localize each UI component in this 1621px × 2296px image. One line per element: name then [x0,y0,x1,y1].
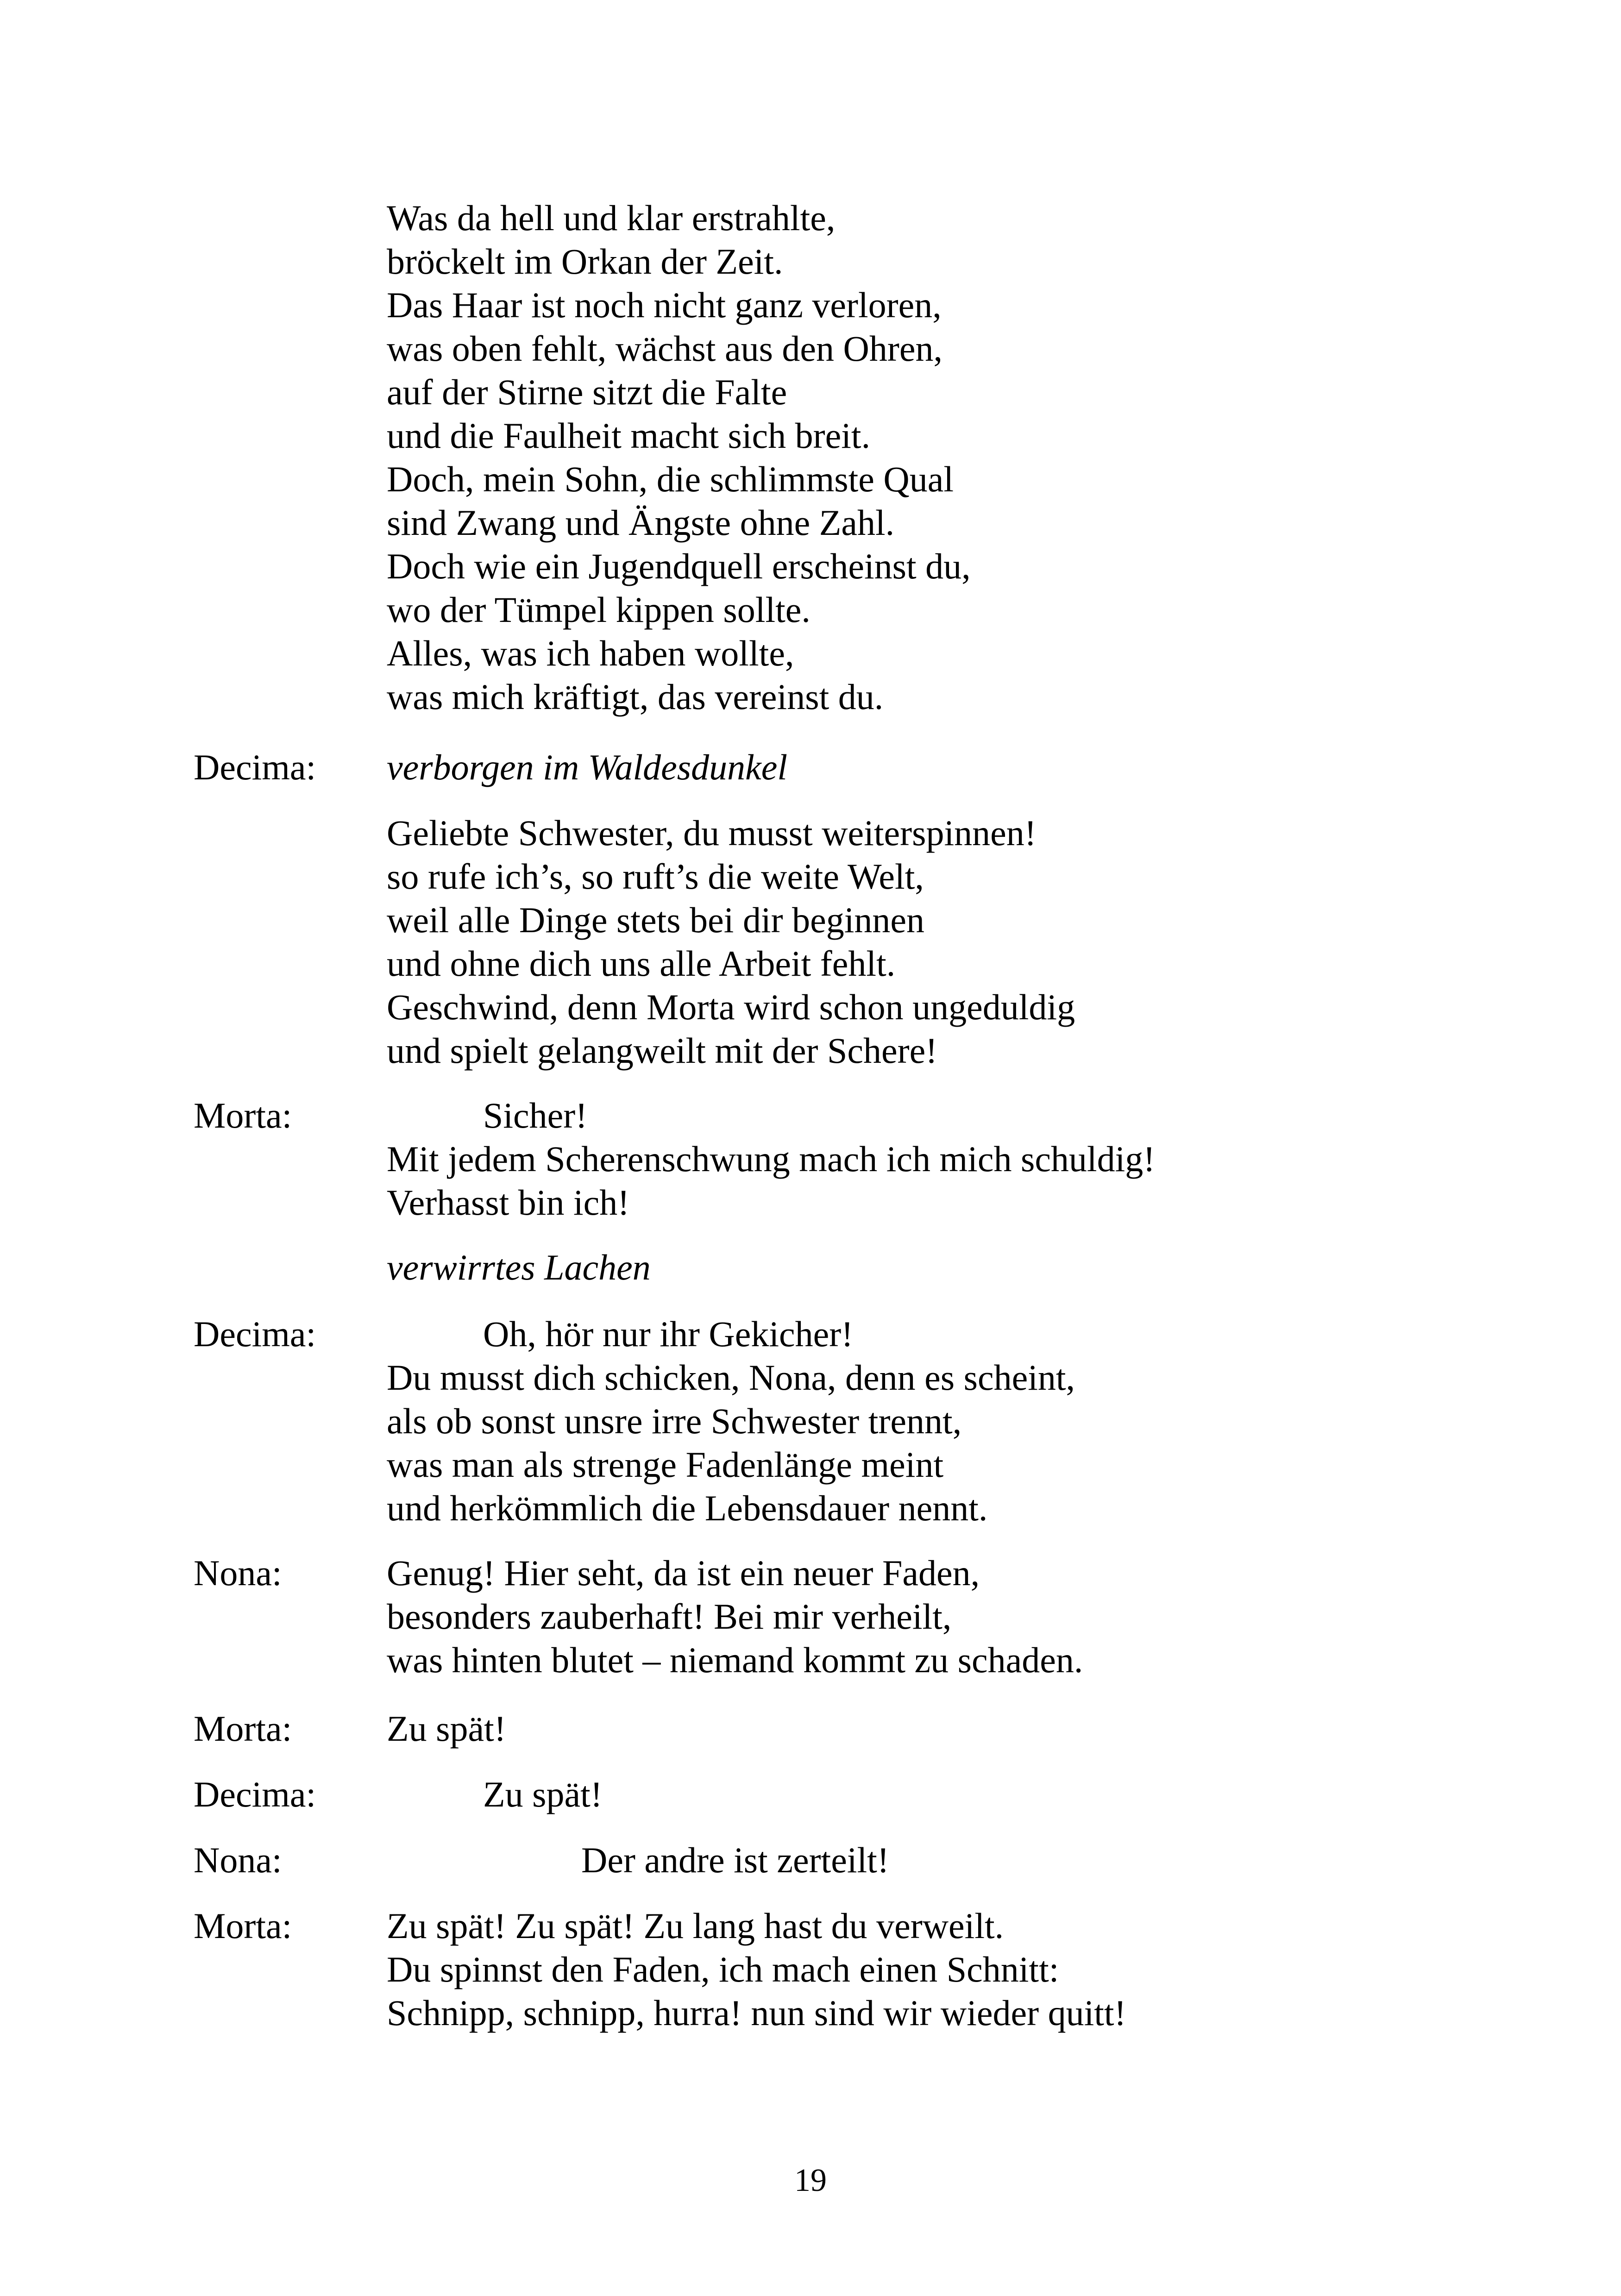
verse-line: und ohne dich uns alle Arbeit fehlt. [387,943,896,984]
verse-line: Du musst dich schicken, Nona, denn es scheint, [387,1357,1075,1398]
verse-line: Alles, was ich haben wollte, [387,633,794,673]
verse-line: Du spinnst den Faden, ich mach einen Schnitt: [387,1949,1059,1989]
verse-line: auf der Stirne sitzt die Falte [387,372,787,412]
verse-line: so rufe ich’s, so ruft’s die weite Welt, [387,856,924,897]
stage-direction: verborgen im Waldesdunkel [387,747,788,787]
speaker-label: Morta: [194,1708,292,1749]
verse-line: und herkömmlich die Lebensdauer nennt. [387,1488,988,1528]
verse-line: Der andre ist zerteilt! [581,1840,889,1880]
verse-line: Oh, hör nur ihr Gekicher! [483,1314,854,1354]
verse-line: Schnipp, schnipp, hurra! nun sind wir wieder quitt! [387,1993,1126,2033]
verse-line: Geliebte Schwester, du musst weiterspinnen! [387,813,1037,853]
verse-line: Zu spät! [483,1774,603,1814]
verse-line: Doch wie ein Jugendquell erscheinst du, [387,546,971,586]
verse-line: was man als strenge Fadenlänge meint [387,1444,944,1485]
verse-line: und die Faulheit macht sich breit. [387,415,871,456]
speech-lines [387,746,787,789]
verse-line: Sicher! [483,1095,588,1135]
verse-line: Das Haar ist noch nicht ganz verloren, [387,285,942,325]
speech-lines [387,1707,506,1750]
speaker-label: Nona: [194,1840,282,1880]
opening-stanza-lines [387,196,971,719]
verse-line: was mich kräftigt, das vereinst du. [387,677,884,717]
speech-lines [387,811,1075,1073]
speech-lines [387,1094,1155,1224]
verse-line: sind Zwang und Ängste ohne Zahl. [387,502,895,543]
speaker-label: Decima: [194,747,316,787]
verse-line: Was da hell und klar erstrahlte, [387,198,836,238]
verse-line: was hinten blutet – niemand kommt zu schaden. [387,1640,1083,1680]
verse-line: Doch, mein Sohn, die schlimmste Qual [387,459,954,499]
verse-line: Genug! Hier seht, da ist ein neuer Faden, [387,1553,980,1593]
verse-line: Zu spät! Zu spät! Zu lang hast du verweilt. [387,1906,1004,1946]
speech-lines [387,1551,1083,1682]
speaker-label: Morta: [194,1906,292,1946]
verse-line: Geschwind, denn Morta wird schon ungeduldig [387,987,1075,1027]
verse-line: besonders zauberhaft! Bei mir verheilt, [387,1596,952,1637]
verse-line: was oben fehlt, wächst aus den Ohren, [387,328,942,369]
verse-line: Zu spät! [387,1708,506,1749]
page-number: 19 [794,2163,827,2198]
verse-line: bröckelt im Orkan der Zeit. [387,241,783,282]
speech-lines [387,1246,651,1289]
verse-line: als ob sonst unsre irre Schwester trennt, [387,1401,962,1441]
speaker-label: Morta: [194,1095,292,1135]
speaker-label: Decima: [194,1774,316,1814]
verse-line: und spielt gelangweilt mit der Schere! [387,1030,938,1071]
verse-line: Verhasst bin ich! [387,1182,630,1223]
speaker-label: Nona: [194,1553,282,1593]
verse-line: weil alle Dinge stets bei dir beginnen [387,900,925,940]
verse-line: Mit jedem Scherenschwung mach ich mich schuldig! [387,1139,1156,1179]
speech-lines [387,1904,1126,2035]
speaker-label: Decima: [194,1314,316,1354]
speech-lines [387,1838,889,1882]
speech-lines [387,1312,1075,1530]
stage-direction: verwirrtes Lachen [387,1247,651,1287]
verse-line: wo der Tümpel kippen sollte. [387,590,810,630]
speech-lines [387,1773,603,1816]
